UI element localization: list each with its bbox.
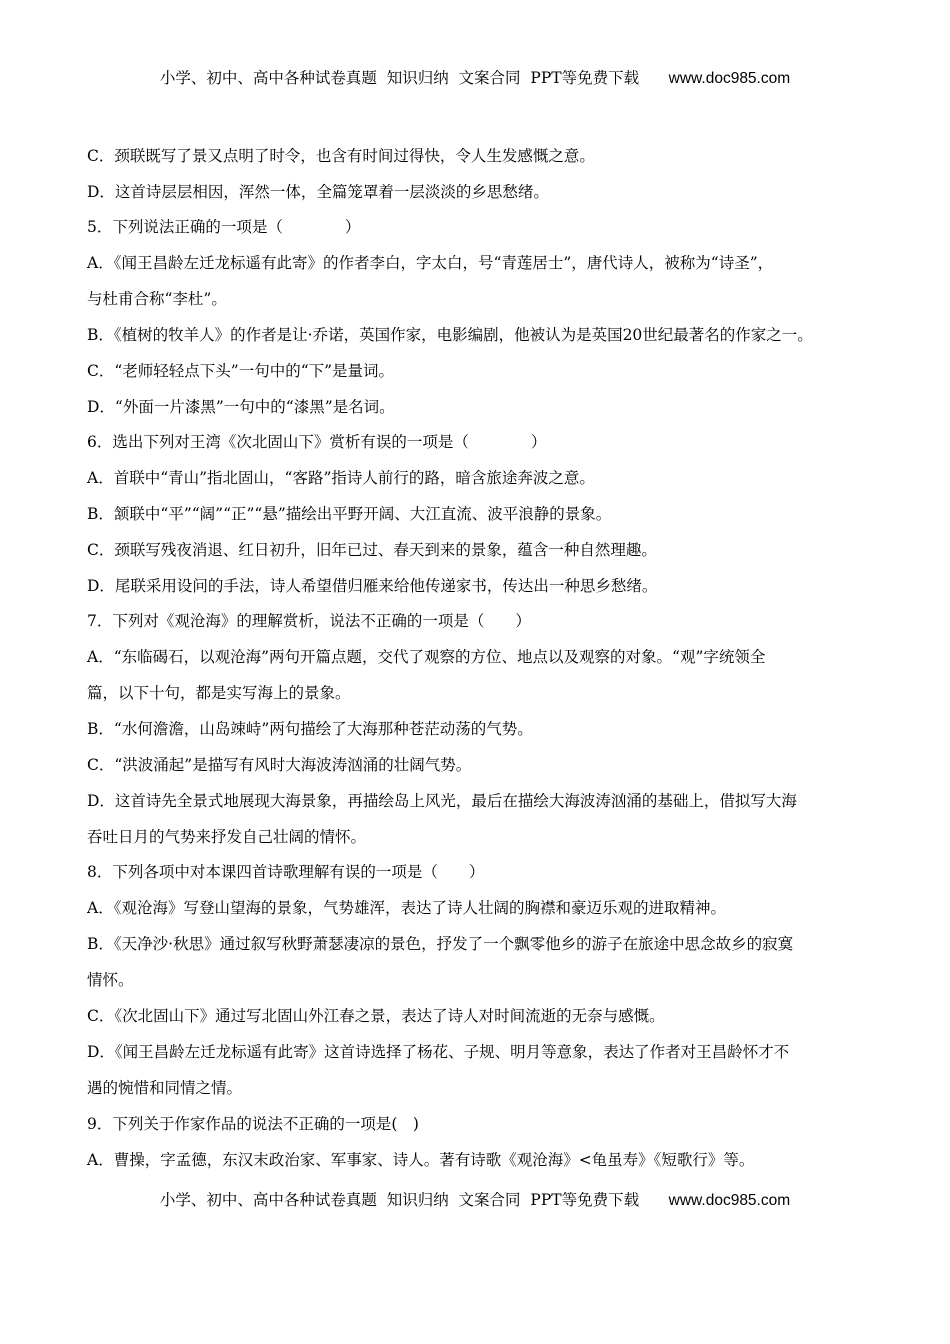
text-line: 遇的惋惜和同情之情。 (87, 1079, 243, 1097)
text-line: C．“洪波涌起”是描写有风时大海波涛汹涌的壮阔气势。 (87, 756, 472, 774)
text-line: C．《次北固山下》通过写北固山外江春之景，表达了诗人对时间流逝的无奈与感慨。 (87, 1007, 665, 1025)
header-site: www.doc985.com (668, 70, 791, 87)
page-footer (0, 1190, 950, 1211)
question-5: 5．下列说法正确的一项是（ ） (87, 218, 361, 236)
footer-text: 小学、初中、高中各种试卷真题 知识归纳 文案合同 PPT等免费下载 (159, 1191, 640, 1209)
text-line: A．首联中“青山”指北固山，“客路”指诗人前行的路，暗含旅途奔波之意。 (87, 469, 595, 487)
text-line: A．曹操，字孟德，东汉末政治家、军事家、诗人。著有诗歌《观沧海》<龟虽寿》《短歌行》等。 (87, 1151, 755, 1169)
text-line: A．《观沧海》写登山望海的景象，气势雄浑，表达了诗人壮阔的胸襟和豪迈乐观的进取精神。 (87, 899, 726, 917)
text-line: D．《闻王昌龄左迁龙标遥有此寄》这首诗选择了杨花、子规、明月等意象，表达了作者对王昌龄怀才不 (87, 1043, 790, 1061)
text-line: 与杜甫合称“李杜”。 (87, 290, 227, 308)
text-line: D．尾联采用设问的手法，诗人希望借归雁来给他传递家书，传达出一种思乡愁绪。 (87, 577, 658, 595)
text-line: 篇，以下十句，都是实写海上的景象。 (87, 684, 351, 702)
text-line: A．《闻王昌龄左迁龙标遥有此寄》的作者李白，字太白，号“青莲居士”，唐代诗人，被称为“诗圣”， (87, 254, 774, 272)
text-line: B．“水何澹澹，山岛竦峙”两句描绘了大海那种苍茫动荡的气势。 (87, 720, 533, 738)
text-line: C．“老师轻轻点下头”一句中的“下”是量词。 (87, 362, 395, 380)
question-9: 9．下列关于作家作品的说法不正确的一项是( ) (87, 1115, 419, 1133)
text-line: B．《天净沙·秋思》通过叙写秋野萧瑟凄凉的景色，抒发了一个飘零他乡的游子在旅途中思念故乡的寂寞 (87, 935, 794, 953)
footer-site: www.doc985.com (668, 1192, 791, 1209)
text-line: A．“东临碣石，以观沧海”两句开篇点题，交代了观察的方位、地点以及观察的对象。“观”字统领全 (87, 648, 766, 666)
text-line: B．颔联中“平”“阔”“正”“悬”描绘出平野开阔、大江直流、波平浪静的景象。 (87, 505, 612, 523)
text-line: D．这首诗先全景式地展现大海景象，再描绘岛上风光，最后在描绘大海波涛汹涌的基础上，借拟写大海 (87, 792, 797, 810)
question-6: 6．选出下列对王湾《次北固山下》赏析有误的一项是（ ） (87, 433, 547, 451)
question-7: 7．下列对《观沧海》的理解赏析，说法不正确的一项是（ ） (87, 612, 531, 630)
question-8: 8．下列各项中对本课四首诗歌理解有误的一项是（ ） (87, 863, 485, 881)
text-line: 情怀。 (87, 971, 134, 989)
header-text: 小学、初中、高中各种试卷真题 知识归纳 文案合同 PPT等免费下载 (159, 69, 640, 87)
text-line: D．“外面一片漆黑”一句中的“漆黑”是名词。 (87, 398, 395, 416)
text-line: C．颈联既写了景又点明了时令，也含有时间过得快，令人生发感慨之意。 (87, 147, 595, 165)
page-header (0, 68, 950, 89)
text-line: C．颈联写残夜消退、红日初升，旧年已过、春天到来的景象，蕴含一种自然理趣。 (87, 541, 657, 559)
text-line: 吞吐日月的气势来抒发自己壮阔的情怀。 (87, 828, 367, 846)
text-line: B．《植树的牧羊人》的作者是让·乔诺，英国作家，电影编剧，他被认为是英国20世纪最著名的作家之一。 (87, 326, 813, 344)
text-line: D．这首诗层层相因，浑然一体，全篇笼罩着一层淡淡的乡思愁绪。 (87, 183, 549, 201)
